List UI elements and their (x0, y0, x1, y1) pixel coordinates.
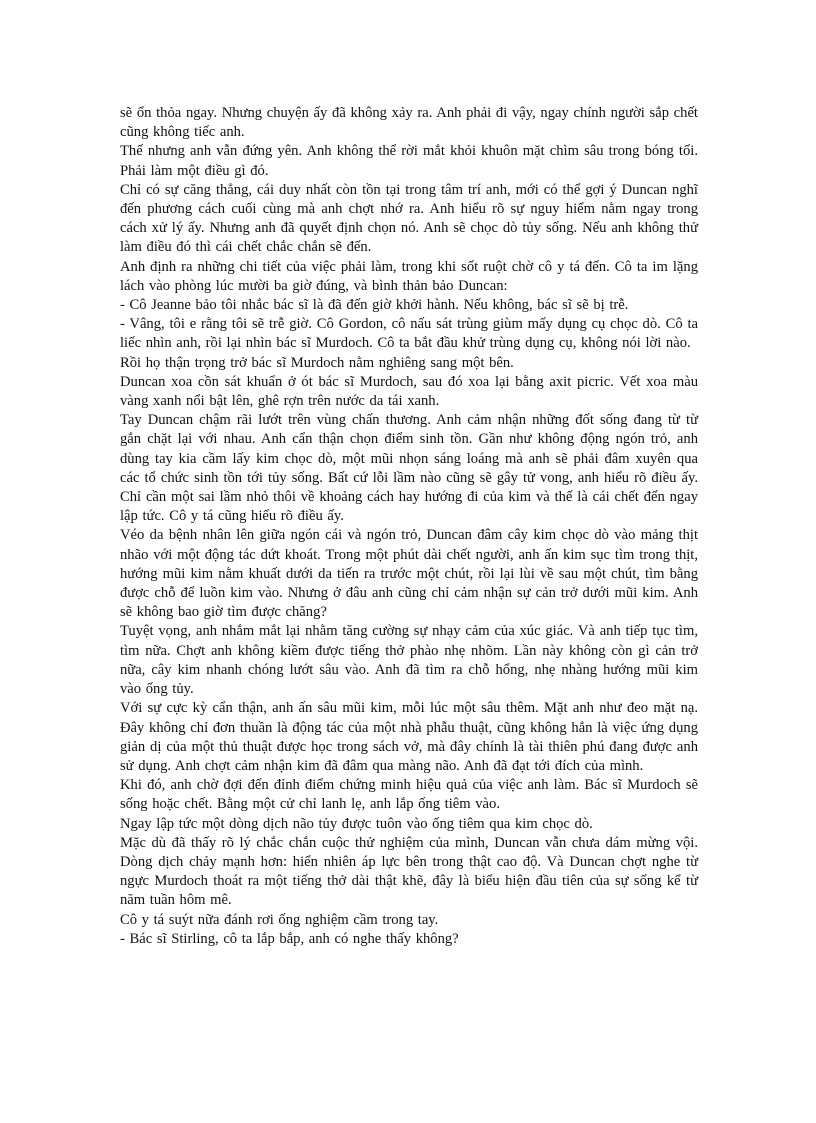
paragraph: Cô y tá suýt nữa đánh rơi ống nghiệm cầm trong tay. (120, 911, 439, 928)
paragraph: sẽ ổn thỏa ngay. Nhưng chuyện ấy đã không xảy ra. Anh phải đi vậy, ngay chính người sắp chết cũng không tiếc anh. (120, 105, 698, 141)
dialogue-line: - Cô Jeanne bảo tôi nhắc bác sĩ là đã đến giờ khởi hành. Nếu không, bác sĩ sẽ bị trễ. (120, 297, 629, 314)
paragraph: Khi đó, anh chờ đợi đến đỉnh điểm chứng minh hiệu quả của việc anh làm. Bác sĩ Murdoch sẽ sống hoặc chết. Bằng một cử chỉ lanh lẹ, anh lắp ống tiêm vào. (120, 777, 698, 813)
dialogue-line: - Vâng, tôi e rằng tôi sẽ trễ giờ. Cô Gordon, cô nấu sát trùng giùm mấy dụng cụ chọc dò. Cô ta liếc nhìn anh, rồi lại nhìn bác sĩ Murdoch. Cô ta bắt đầu khử trùng dụng cụ, không nói lời nào. (120, 316, 698, 352)
paragraph: Với sự cực kỳ cẩn thận, anh ấn sâu mũi kim, mỗi lúc một sâu thêm. Mặt anh như đeo mặt nạ. Đây không chỉ đơn thuần là động tác của một nhà phẫu thuật, cũng không hẳn là việc ứng dụng giản dị của một thủ thuật được học trong sách vở, mà đây chính là tài thiên phú đang được anh sử dụng. Anh chợt cảm nhận kim đã đâm qua màng não. Anh đã đạt tới đích của mình. (120, 700, 698, 774)
paragraph: Tay Duncan chậm rãi lướt trên vùng chấn thương. Anh cảm nhận những đốt sống đang từ từ gắn chặt lại với nhau. Anh cẩn thận chọn điểm sinh tồn. Gần như không động ngón trỏ, anh dùng tay kia cầm lấy kim chọc dò, một mũi nhọn sáng loáng mà anh sẽ phải đâm xuyên qua các tổ chức sinh tồn tới tủy sống. Bất cứ lỗi lầm nào cũng sẽ gây tử vong, anh hiểu rõ điều ấy. Chỉ cần một sai lầm nhỏ thôi về khoảng cách hay hướng đi của kim và thế là cái chết đến ngay lập tức. Cô y tá cũng hiểu rõ điều ấy. (120, 412, 698, 525)
paragraph: Ngay lập tức một dòng dịch não tủy được tuôn vào ống tiêm qua kim chọc dò. (120, 815, 593, 832)
paragraph: Duncan xoa cồn sát khuẩn ở ót bác sĩ Murdoch, sau đó xoa lại bằng axit picric. Vết xoa màu vàng xanh nổi bật lên, ghê rợn trên nước da tái xanh. (120, 373, 698, 410)
paragraph: Anh định ra những chi tiết của việc phải làm, trong khi sốt ruột chờ cô y tá đến. Cô ta im lặng lách vào phòng lúc mười ba giờ đúng, và bình thản bảo Duncan: (120, 258, 698, 294)
paragraph: Rồi họ thận trọng trở bác sĩ Murdoch nằm nghiêng sang một bên. (120, 354, 514, 371)
document-body (120, 104, 698, 949)
paragraph: Thế nhưng anh vẫn đứng yên. Anh không thể rời mắt khỏi khuôn mặt chìm sâu trong bóng tối. Phải làm một điều gì đó. (120, 143, 698, 179)
paragraph: Véo da bệnh nhân lên giữa ngón cái và ngón trỏ, Duncan đâm cây kim chọc dò vào mảng thịt nhão với một động tác dứt khoát. Trong một phút dài chết người, anh ấn kim sục tìm trong thịt, hướng mũi kim nằm khuất dưới da tiến ra trước một chút, rồi lại lùi về sau một chút, tìm bằng được chỗ để luồn kim vào. Nhưng ở đâu anh cũng chỉ cảm nhận sự cản trở dưới mũi kim. Anh sẽ không bao giờ tìm được chăng? (120, 527, 698, 621)
dialogue-line: - Bác sĩ Stirling, cô ta lắp bắp, anh có nghe thấy không? (120, 930, 459, 947)
paragraph: Chỉ có sự căng thẳng, cái duy nhất còn tồn tại trong tâm trí anh, mới có thể gợi ý Duncan nghĩ đến phương cách cuối cùng mà anh chợt nhớ ra. Anh hiểu rõ sự nguy hiểm nằm ngay trong cách xử lý ấy. Nhưng anh đã quyết định chọn nó. Anh sẽ chọc dò tủy sống. Nếu anh không thử làm điều đó thì cái chết chắc chắn sẽ đến. (120, 181, 698, 256)
paragraph: Mặc dù đã thấy rõ lý chắc chắn cuộc thử nghiệm của mình, Duncan vẫn chưa dám mừng vội. Dòng dịch chảy mạnh hơn: hiển nhiên áp lực bên trong thật cao độ. Và Duncan chợt nghe từ ngực Murdoch thoát ra một tiếng thở dài thật khẽ, đây là biểu hiện đầu tiên của sự sống kể từ năm tuần hôm mê. (120, 834, 698, 909)
paragraph: Tuyệt vọng, anh nhắm mắt lại nhằm tăng cường sự nhạy cảm của xúc giác. Và anh tiếp tục tìm, tìm nữa. Chợt anh không kiềm được tiếng thở phào nhẹ nhõm. Lần này không còn gì cản trở nữa, cây kim nhanh chóng lướt sâu vào. Anh đã tìm ra chỗ hổng, nhẹ nhàng hướng mũi kim vào ống tủy. (120, 623, 698, 698)
